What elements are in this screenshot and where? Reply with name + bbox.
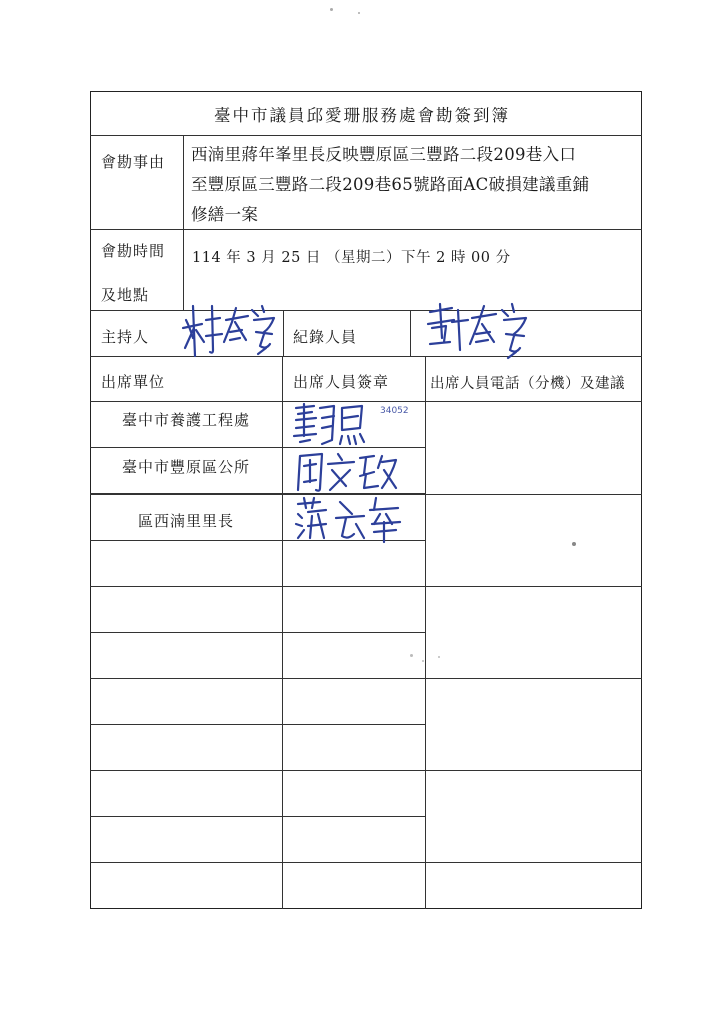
recorder-signature (422, 298, 532, 364)
row-divider (90, 135, 642, 136)
attendee-extension: 34052 (380, 406, 409, 416)
attendee-unit: 區西湳里里長 (137, 512, 234, 530)
row-divider (90, 816, 425, 817)
row-divider (90, 586, 642, 587)
scan-speck (358, 12, 360, 14)
host-signature (180, 298, 280, 362)
attendee-signature (290, 448, 400, 494)
subject-line-1: 西湳里蔣年峯里長反映豐原區三豐路二段209巷入口 (191, 145, 577, 164)
subject-line-3: 修繕一案 (191, 205, 259, 224)
row-divider (90, 632, 425, 633)
scan-speck (410, 654, 413, 657)
subject-label: 會勘事由 (101, 153, 166, 171)
scan-speck (422, 660, 424, 662)
attendee-signature (290, 400, 374, 450)
form-title: 臺中市議員邱愛珊服務處會勘簽到簿 (214, 106, 510, 125)
time-label-line-2: 及地點 (101, 286, 150, 304)
row-divider (90, 862, 642, 863)
time-label-line-1: 會勘時間 (101, 242, 166, 260)
scan-speck (330, 8, 333, 11)
col-divider (283, 310, 284, 356)
meeting-time: 114 年 3 月 25 日 （星期二）下午 2 時 00 分 (192, 250, 511, 266)
row-divider (90, 678, 642, 679)
attendee-signature (290, 494, 414, 544)
scan-speck (438, 656, 440, 658)
subject-line-2: 至豐原區三豐路二段209巷65號路面AC破損建議重鋪 (191, 175, 590, 194)
row-divider (90, 770, 642, 771)
col-header-signature: 出席人員簽章 (293, 373, 390, 391)
col-divider (425, 356, 426, 909)
attendee-unit: 臺中市養護工程處 (121, 411, 250, 429)
attendee-unit: 臺中市豐原區公所 (121, 458, 250, 476)
col-header-phone: 出席人員電話（分機）及建議 (430, 376, 625, 392)
col-divider (282, 356, 283, 909)
row-divider (90, 229, 642, 230)
row-divider (90, 310, 642, 311)
scan-speck (572, 542, 576, 546)
row-divider (90, 724, 425, 725)
col-header-unit: 出席單位 (101, 373, 166, 391)
host-label: 主持人 (101, 328, 150, 346)
col-divider (410, 310, 411, 356)
recorder-label: 紀錄人員 (293, 328, 358, 346)
col-divider (183, 135, 184, 310)
row-divider (90, 356, 642, 357)
